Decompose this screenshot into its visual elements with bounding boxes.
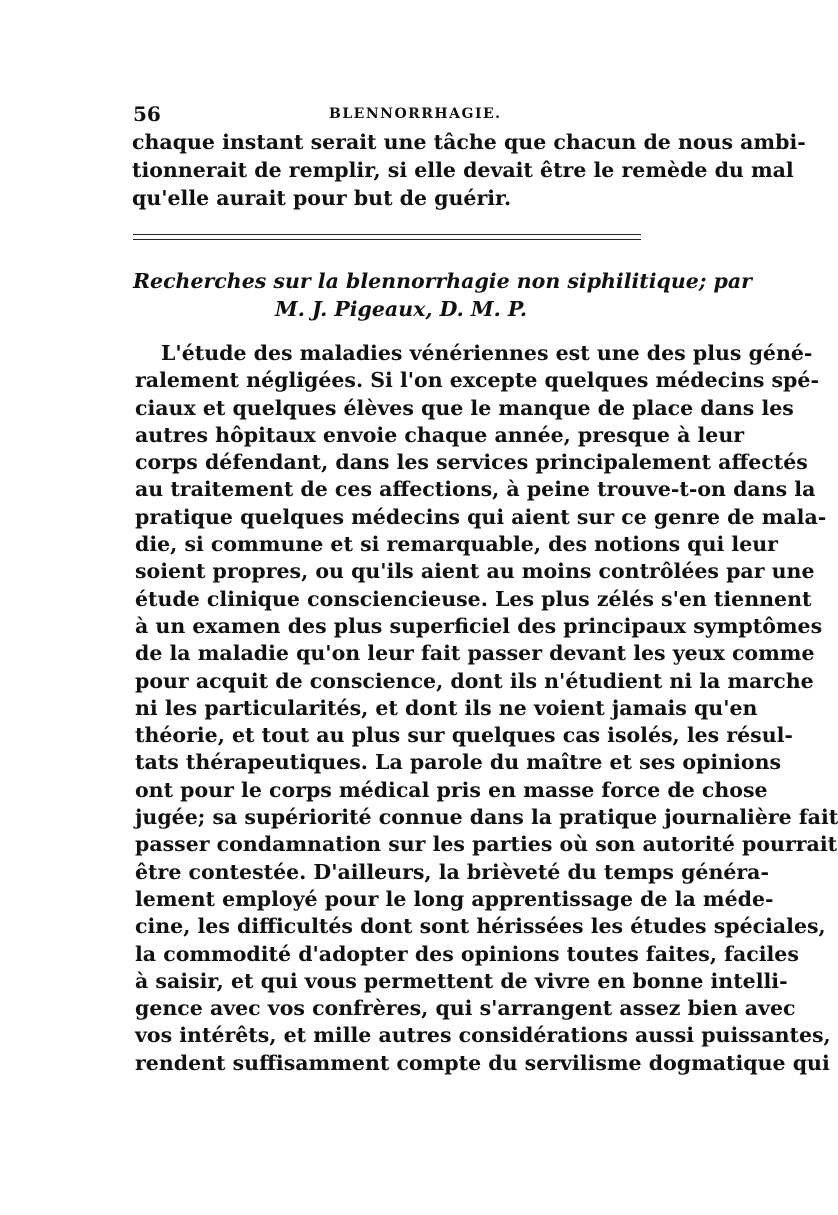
page-number: 56	[133, 102, 161, 126]
text-line: de la maladie qu'on leur fait passer devant les yeux comme	[135, 641, 815, 666]
text-line: jugée; sa supériorité connue dans la pratique journalière fait	[135, 805, 838, 830]
text-line: rendent suffisamment compte du servilisme dogmatique qui	[135, 1050, 830, 1075]
text-line: au traitement de ces affections, à peine trouve-t-on dans la	[135, 477, 816, 502]
divider-line-top	[133, 234, 641, 235]
text-line: ni les particularités, et dont ils ne voient jamais qu'en	[135, 695, 758, 720]
running-title: BLENNORRHAGIE.	[329, 106, 502, 122]
text-line: gence avec vos confrères, qui s'arrangent assez bien avec	[135, 996, 796, 1021]
text-line: vos intérêts, et mille autres considérations aussi puissantes,	[135, 1023, 831, 1048]
section-divider	[133, 234, 641, 242]
lead-paragraph	[132, 128, 806, 212]
text-line: ciaux et quelques élèves que le manque de place dans les	[135, 395, 794, 420]
text-line: à saisir, et qui vous permettent de vivre en bonne intelli-	[135, 968, 788, 993]
text-line: étude clinique consciencieuse. Les plus zélés s'en tiennent	[135, 586, 812, 611]
text-line: être contestée. D'ailleurs, la brièveté du temps généra-	[135, 859, 769, 884]
article-title	[133, 267, 752, 323]
text-line: tats thérapeutiques. La parole du maître et ses opinions	[135, 750, 782, 775]
article-author-line: M. J. Pigeaux, D. M. P.	[275, 297, 528, 321]
text-line: ont pour le corps médical pris en masse force de chose	[135, 777, 768, 802]
text-line: autres hôpitaux envoie chaque année, presque à leur	[135, 422, 745, 447]
text-line: die, si commune et si remarquable, des notions qui leur	[135, 532, 778, 557]
text-line: L'étude des maladies vénériennes est une des plus géné-	[161, 341, 813, 365]
text-line: lement employé pour le long apprentissage de la méde-	[135, 886, 774, 911]
running-head	[133, 102, 673, 126]
text-line: la commodité d'adopter des opinions toutes faites, faciles	[135, 941, 799, 966]
text-line: ralement négligées. Si l'on excepte quelques médecins spé-	[135, 368, 819, 393]
text-line: à un examen des plus superficiel des principaux symptômes	[135, 613, 823, 638]
divider-line-bottom	[133, 239, 641, 240]
text-line: qu'elle aurait pour but de guérir.	[132, 186, 512, 210]
text-line: soient propres, ou qu'ils aient au moins contrôlées par une	[135, 559, 815, 584]
body-paragraph	[135, 340, 838, 1077]
text-line: passer condamnation sur les parties où son autorité pourrait	[135, 832, 838, 857]
text-line: théorie, et tout au plus sur quelques cas isolés, les résul-	[135, 723, 793, 748]
article-title-line: Recherches sur la blennorrhagie non siphilitique; par	[133, 269, 752, 293]
text-line: corps défendant, dans les services principalement affectés	[135, 450, 808, 475]
text-line: pratique quelques médecins qui aient sur ce genre de mala-	[135, 504, 827, 529]
text-line: pour acquit de conscience, dont ils n'étudient ni la marche	[135, 668, 814, 693]
text-line: tionnerait de remplir, si elle devait être le remède du mal	[132, 158, 794, 182]
text-line: chaque instant serait une tâche que chacun de nous ambi-	[132, 130, 806, 154]
text-line: cine, les difficultés dont sont hérissées les études spéciales,	[135, 914, 826, 939]
